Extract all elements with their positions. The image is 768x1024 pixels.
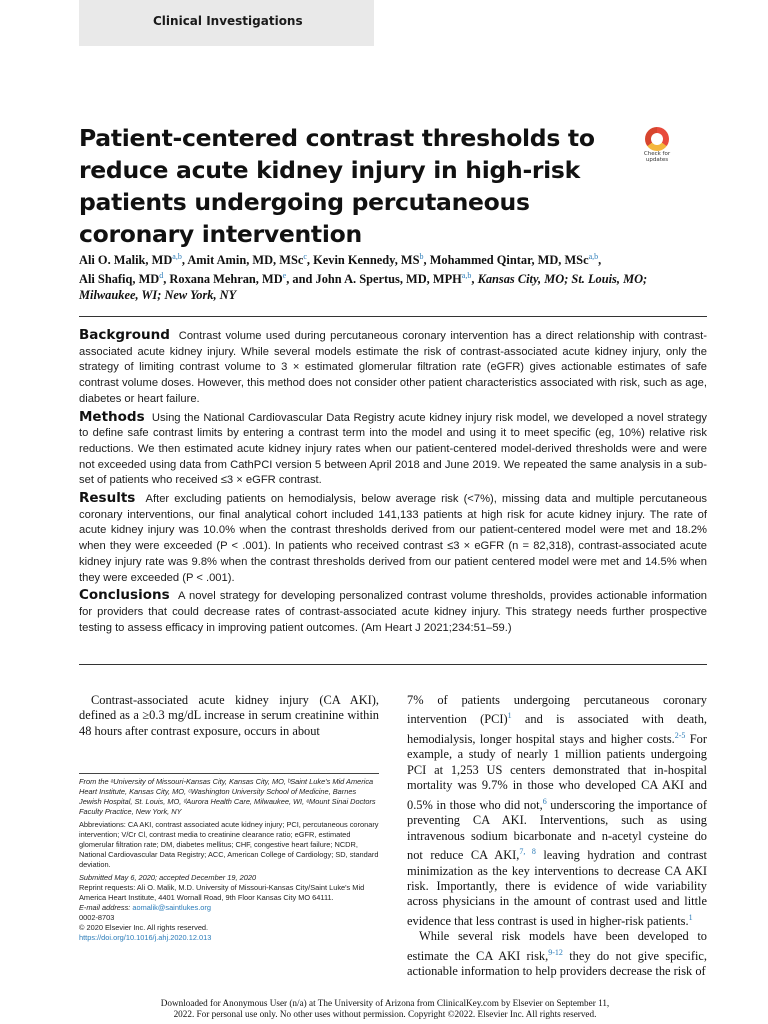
section-label: Clinical Investigations xyxy=(153,14,303,28)
author-name: Ali O. Malik, MD xyxy=(79,253,173,268)
submitted-note: Submitted May 6, 2020; accepted December 19, 2020 xyxy=(79,873,257,882)
reference-link[interactable]: 6 xyxy=(542,796,547,806)
methods-text: Using the National Cardiovascular Data Registry acute kidney injury risk model, we developed a novel strategy to define safe contrast limits by entering a contrast term into the model and using it to meet specific (eg, 10%) relative risk reductions. We then estimated acute kidney injury rates when our patient-centered model-derived thresholds were and were not exceeded using data from CathPCI version 5 between April 2018 and June 2019. We repeated the same analysis in a sub-set of patients who received ≤3 × eGFR contrast. xyxy=(79,411,708,487)
author-affiliation[interactable]: c xyxy=(303,252,307,261)
author-affiliation[interactable]: a,b xyxy=(588,252,599,261)
author-name: Roxana Mehran, MD xyxy=(169,272,283,287)
author-affiliation[interactable]: b xyxy=(419,252,424,261)
body-left-column xyxy=(79,693,379,739)
affiliations-note: From the ᵃUniversity of Missouri-Kansas City, Kansas City, MO, ᵇSaint Luke's Mid America Heart Institute, Kansas City, MO, ᶜWashington University School of Medicine, Barnes Jewish Hospital, St. Louis, MO, ᵈAurora Health Care, Milwaukee, WI, ᵉMount Sinai Doctors Faculty Practice, New York, NY xyxy=(79,777,376,816)
body-text: leaving hydration and contrast minimization as the key interventions to decrease CA AKI risk. Importantly, there is evidence of wide variability across physicians in the amount of contrast used and little evidence that less contrast is used in higher-risk patients. xyxy=(407,848,708,928)
author-name: Kevin Kennedy, MS xyxy=(313,253,420,268)
abbreviations-note: Abbreviations: CA AKI, contrast associated acute kidney injury; PCI, percutaneous coronary intervention; V/Cr Cl, contrast media to creatinine clearance ratio; eGFR, estimated glomerular filtration rate; DM, diabetes mellitus; CHF, congestive heart failure; NCDR, National Cardiovascular Data Registry; ACC, American College of Cardiology; SD, standard deviation. xyxy=(79,820,379,869)
background-text: Contrast volume used during percutaneous coronary intervention has a direct relationship with contrast-associated acute kidney injury. While several models estimate the risk of contrast-associated acute kidney injury, only the strategy of limiting contrast volume to 3 × estimated glomerular filtration rate (eGFR) gives actionable estimates of safe contrast volume doses. However, this method does not consider other patient characteristics associated with risk, such as age, diabetes or heart failure. xyxy=(79,330,707,405)
abstract-conclusions xyxy=(79,588,707,636)
check-for-updates-badge[interactable] xyxy=(638,127,676,165)
author-name: and John A. Spertus, MD, MPH xyxy=(292,272,462,287)
body-paragraph-2 xyxy=(407,929,707,979)
reference-link[interactable]: 2-5 xyxy=(674,730,686,740)
download-note: Downloaded for Anonymous User (n/a) at The University of Arizona from ClinicalKey.com by Elsevier on September 11, 2022. For personal use only. No other uses without permission. Copyright ©2022. Elsevier Inc. All rights reserved. xyxy=(160,998,610,1019)
doi-link[interactable]: https://doi.org/10.1016/j.ahj.2020.12.013 xyxy=(79,933,212,942)
footnotes xyxy=(79,773,379,943)
abstract-background xyxy=(79,328,707,408)
abstract xyxy=(79,328,707,638)
author-name: Mohammed Qintar, MD, MSc xyxy=(429,253,589,268)
conclusions-label: Conclusions xyxy=(79,587,170,604)
body-paragraph-1 xyxy=(407,693,707,929)
email-link[interactable]: aomalik@saintlukes.org xyxy=(132,903,211,912)
body-text: 7% of patients undergoing percutaneous coronary intervention (PCI) xyxy=(407,693,707,727)
author-affiliation[interactable]: d xyxy=(159,271,164,281)
author-list: Ali O. Malik, MD$^{a,b}$, Amit Amin, MD, MSc$^c$, Kevin Kennedy, $MS^b$, Mohammed Qintar, MD, MSc$^{a,b}$, Ali Shafiq, $MD^d$, Roxana Mehran, MDe, and John A. Spertus, MD, MPH$^{a,b}$, Kansas City, MO; St. Louis, MO; Milwaukee, WI; New York, NY xyxy=(79,252,648,303)
article-title: Patient-centered contrast thresholds to reduce acute kidney injury in high-risk patients undergoing percutaneous coronary intervention xyxy=(79,124,595,248)
methods-label: Methods xyxy=(79,408,145,425)
abstract-results xyxy=(79,491,707,586)
body-text: and is associated with death, hemodialysis, longer hospital stays and higher costs. xyxy=(407,712,707,747)
background-label: Background xyxy=(79,327,170,343)
results-text: After excluding patients on hemodialysis, below average risk (<7%), missing data and multiple percutaneous coronary interventions, our final analytical cohort included 141,133 patients at high risk for acute kidney injury. The rate of acute kidney injury was 10.0% when the contrast thresholds derived from our patient-centered model were met and 18.2% when they were exceeded (P < .001). In patients who received contrast ≤3 × eGFR (n = 82,318), contrast-associated acute kidney injury rate was 9.8% when the contrast thresholds derived from our patient centered model were met and 14.5% when they were exceeded (P < .001). xyxy=(79,493,708,584)
body-text: While several risk models have been developed to estimate the CA AKI risk, xyxy=(407,929,707,963)
reference-link[interactable]: 9-12 xyxy=(548,947,563,957)
abstract-methods xyxy=(79,410,707,490)
conclusions-text: A novel strategy for developing personalized contrast volume thresholds, provides actionable information for providers that could decrease rates of contrast-associated acute kidney injury. This strategy needs further prospective testing to assess efficacy in improving patient outcomes. (Am Heart J 2021;234:51–59.) xyxy=(79,590,708,634)
author-affiliation[interactable]: e xyxy=(282,271,287,281)
badge-text: Check for updates xyxy=(643,151,671,163)
email-label: E-mail address: xyxy=(79,903,133,912)
abstract-top-rule xyxy=(79,316,707,317)
copyright-note: © 2020 Elsevier Inc. All rights reserved. xyxy=(79,923,209,932)
reference-link[interactable]: 7, 8 xyxy=(519,847,536,857)
body-text: they do not give specific, actionable information to help providers decrease the risk of xyxy=(407,948,707,979)
reprint-note: Reprint requests: Ali O. Malik, M.D. University of Missouri-Kansas City/Saint Luke's Mid America Heart Institute, 4401 Wornall Road, 9th Floor Kansas City MO 64111. xyxy=(79,883,365,902)
body-right-column xyxy=(407,693,707,980)
intro-paragraph: Contrast-associated acute kidney injury (CA AKI), defined as a ≥0.3 mg/dL increase in serum creatinine within 48 hours after contrast exposure, occurs in about xyxy=(79,693,379,738)
abstract-bottom-rule xyxy=(79,664,707,665)
footnote-rule xyxy=(79,773,379,774)
issn-note: 0002-8703 xyxy=(79,913,115,922)
body-text: underscoring the importance of preventing CA AKI. Interventions, such as using intravenous sodium bicarbonate and n-acetyl cysteine do not reduce CA AKI, xyxy=(407,797,707,863)
results-label: Results xyxy=(79,490,136,507)
author-affiliation[interactable]: a,b xyxy=(172,252,182,261)
author-name: Amit Amin, MD, MSc xyxy=(187,253,304,268)
reference-link[interactable]: 1 xyxy=(688,912,693,922)
email-note xyxy=(79,903,379,913)
author-name: Ali Shafiq, MD xyxy=(79,272,160,287)
body-text: For example, a study of nearly 1 million patients undergoing PCI at 1,253 US centers demonstrated that in-hospital mortality was 9.7% in those who developed CA AKI and 0.5% in those who did not, xyxy=(407,732,707,812)
author-locations: Kansas City, MO; St. Louis, MO; Milwaukee, WI; New York, NY xyxy=(79,272,648,303)
reference-link[interactable]: 1 xyxy=(507,711,512,721)
author-affiliation[interactable]: a,b xyxy=(461,271,472,281)
check-for-updates-icon xyxy=(645,127,669,151)
